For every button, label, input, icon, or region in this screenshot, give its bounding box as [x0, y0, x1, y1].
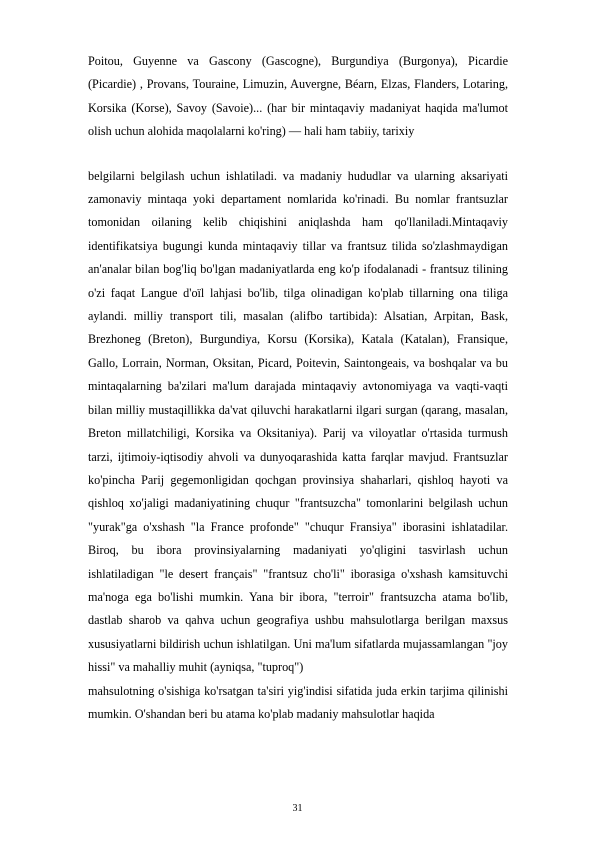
document-page	[88, 50, 508, 726]
paragraph-regional-names: Poitou, Guyenne va Gascony (Gascogne), Burgundiya (Burgonya), Picardie (Picardie) , Provans, Touraine, Limuzin, Auvergne, Béarn, Elzas, Flanders, Lotaring, Korsika (Korse), Savoy (Savoie)... (har bir mintaqaviy madaniyat haqida ma'lumot olish uchun alohida maqolalarni ko'ring) — hali ham tabiiy, tarixiy	[88, 54, 508, 139]
page-number: 31	[292, 803, 303, 814]
paragraph-regional-identity: belgilarni belgilash uchun ishlatiladi. va madaniy hududlar va ularning aksariyati zamonaviy mintaqa yoki departament nomlarida ko'rinadi. Bu nomlar frantsuzlar tomonidan oilaning kelib chiqishini aniqlashda ham qo'llaniladi.Mintaqaviy identifikatsiya bugungi kunda mintaqaviy tillar va frantsuz tilida so'zlashmaydigan an'analar bilan bog'liq bo'lgan madaniyatlarda eng ko'p ifodalanadi - frantsuz tilining o'zi faqat Langue d'oïl lahjasi bo'lib, tilga olinadigan ko'plab tillarning ona tiliga aylandi. milliy transport tili, masalan (alifbo tartibida): Alsatian, Arpitan, Bask, Brezhoneg (Breton), Burgundiya, Korsu (Korsika), Katala (Katalan), Fransique, Gallo, Lorrain, Norman, Oksitan, Picard, Poitevin, Saintongeais, va boshqalar va bu mintaqalarning ba'zilari ma'lum darajada mintaqaviy avtonomiyaga va vaqti-vaqti bilan milliy mustaqillikka da'vat qiluvchi harakatlarni ilgari surgan (qarang, masalan, Breton millatchiligi, Korsika va Oksitaniya). Parij va viloyatlar o'rtasida turmush tarzi, ijtimoiy-iqtisodiy ahvoli va dunyoqarashida katta farqlar mavjud. Frantsuzlar ko'pincha Parij gegemonligidan qochgan provinsiya shaharlari, qishloq hayoti va qishloq xo'jaligi madaniyatining chuqur "frantsuzcha" tomonlarini belgilash uchun "yurak"ga o'xshash "la France profonde" "chuqur Fransiya" iborasini ishlatadilar. Biroq, bu ibora provinsiyalarning madaniyati yo'qligini tasvirlash uchun ishlatiladigan "le desert français" "frantsuz cho'li" iborasiga o'xshash kamsituvchi ma'noga ega bo'lishi mumkin. Yana bir ibora, "terroir" frantsuzcha atama bo'lib, dastlab sharob va qahva uchun geografiya ushbu mahsulotlarga berilgan maxsus xususiyatlarni bildirish uchun ishlatilgan. Uni ma'lum sifatlarda mujassamlangan "joy hissi" va mahalliy muhit (ayniqsa, "tuproq")	[88, 168, 508, 675]
paragraph-spacer	[88, 144, 508, 165]
paragraph-terroir-continuation: mahsulotning o'sishiga ko'rsatgan ta'siri yig'indisi sifatida juda erkin tarjima qilinishi mumkin. O'shandan beri bu atama ko'plab madaniy mahsulotlar haqida	[88, 683, 508, 721]
